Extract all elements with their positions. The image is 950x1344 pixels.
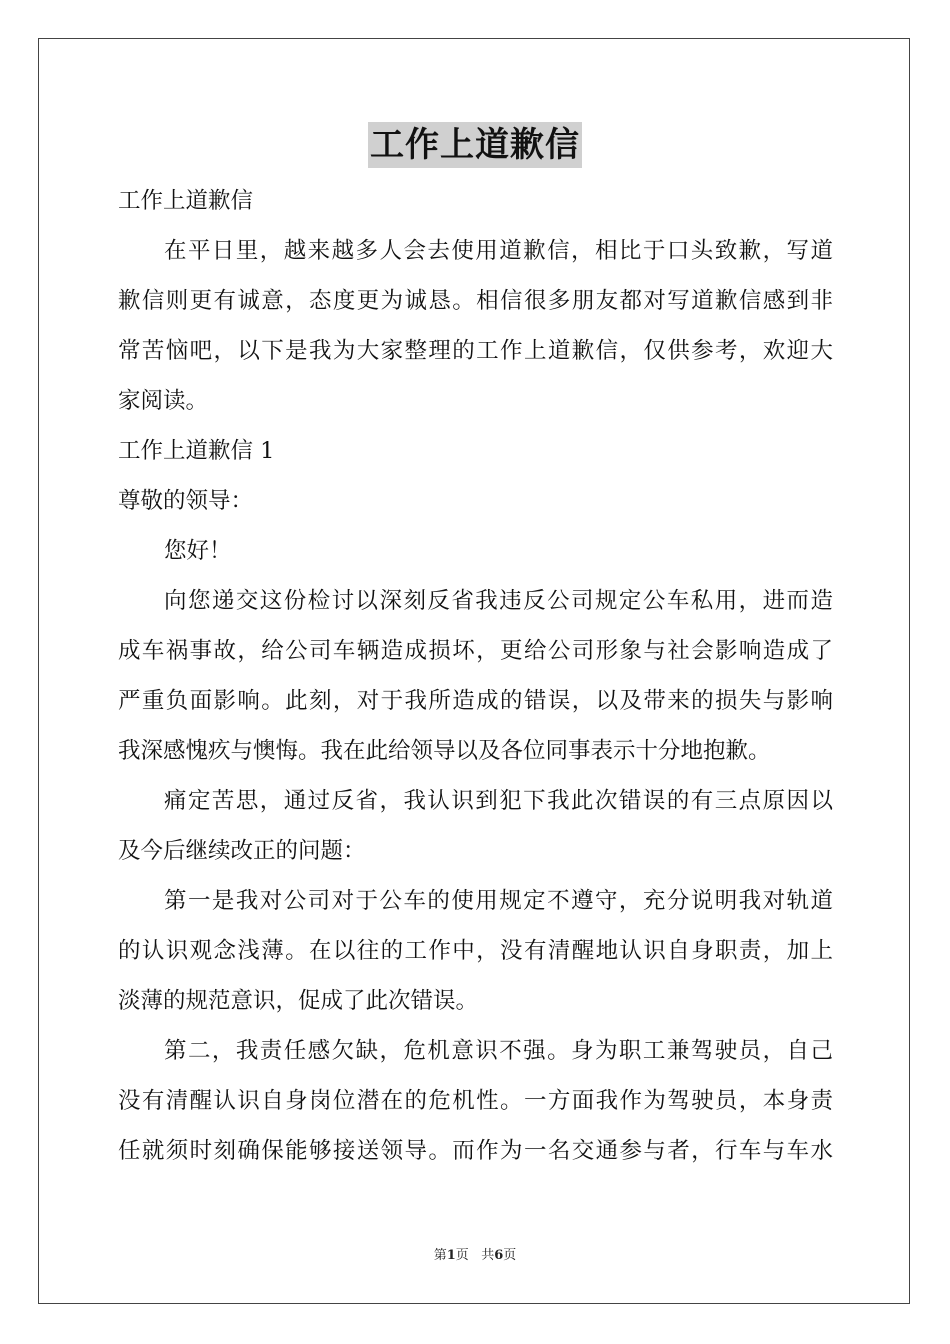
paragraph-line: 向您递交这份检讨以深刻反省我违反公司规定公车私用，进而造	[164, 588, 833, 614]
paragraph-line: 任就须时刻确保能够接送领导。而作为一名交通参与者，行车与车水	[118, 1138, 833, 1164]
paragraph-line: 没有清醒认识自身岗位潜在的危机性。一方面我作为驾驶员，本身责	[118, 1088, 833, 1114]
greeting: 您好！	[164, 538, 232, 564]
title-container	[0, 122, 950, 168]
paragraph-line: 第二，我责任感欠缺，危机意识不强。身为职工兼驾驶员，自己	[164, 1038, 833, 1064]
footer-page-number: 1	[446, 1248, 456, 1263]
footer-total-suffix: 页	[503, 1248, 517, 1263]
document-body	[118, 176, 833, 1176]
paragraph-line: 严重负面影响。此刻，对于我所造成的错误，以及带来的损失与影响	[118, 688, 833, 714]
paragraph-line: 淡薄的规范意识，促成了此次错误。	[118, 988, 479, 1014]
paragraph-line: 在平日里，越来越多人会去使用道歉信，相比于口头致歉，写道	[164, 238, 833, 264]
paragraph-line: 家阅读。	[118, 388, 209, 414]
footer-page-suffix: 页	[455, 1248, 469, 1263]
salutation: 尊敬的领导：	[118, 488, 254, 514]
paragraph-line: 歉信则更有诚意，态度更为诚恳。相信很多朋友都对写道歉信感到非	[118, 288, 833, 314]
subheading: 工作上道歉信	[118, 188, 254, 214]
footer-page-prefix: 第	[433, 1248, 447, 1263]
footer-total-prefix: 共	[481, 1248, 495, 1263]
paragraph-line: 我深感愧疚与懊悔。我在此给领导以及各位同事表示十分地抱歉。	[118, 738, 771, 764]
paragraph-line: 成车祸事故，给公司车辆造成损坏，更给公司形象与社会影响造成了	[118, 638, 833, 664]
document-title: 工作上道歉信	[368, 122, 582, 168]
page-footer	[0, 1244, 950, 1263]
footer-total-number: 6	[494, 1248, 504, 1263]
paragraph-line: 及今后继续改正的问题：	[118, 838, 366, 864]
paragraph-line: 痛定苦思，通过反省，我认识到犯下我此次错误的有三点原因以	[164, 788, 833, 814]
paragraph-line: 第一是我对公司对于公车的使用规定不遵守，充分说明我对轨道	[164, 888, 833, 914]
paragraph-line: 的认识观念浅薄。在以往的工作中，没有清醒地认识自身职责，加上	[118, 938, 833, 964]
section-heading: 工作上道歉信 1	[118, 438, 275, 464]
paragraph-line: 常苦恼吧，以下是我为大家整理的工作上道歉信，仅供参考，欢迎大	[118, 338, 833, 364]
